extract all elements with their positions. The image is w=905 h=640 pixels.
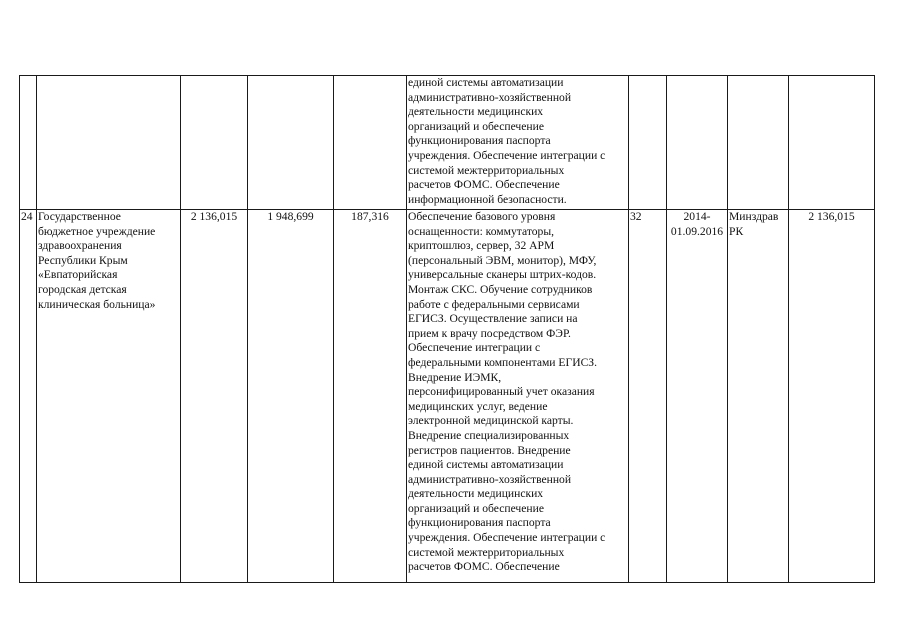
table-row-continued bbox=[20, 76, 875, 210]
cell-description bbox=[407, 76, 629, 210]
cell-total bbox=[181, 76, 248, 210]
cell-description bbox=[407, 210, 629, 583]
quantity-value: 32 bbox=[630, 210, 642, 223]
description-text: Обеспечение базового уровня оснащенности: коммутаторы, криптошлюз, сервер, 32 АРМ (персональный ЭВМ, монитор), МФУ, универсальные сканеры штрих-кодов. Монтаж СКС. Обучение сотрудников работе с федеральными сервисами ЕГИСЗ. Осуществление записи на прием к врачу посредством ФЭР. Обеспечение интеграции с федеральными компонентами ЕГИСЗ. Внедрение ИЭМК, персонифицированный учет оказания медицинских услуг, ведение электронной медицинской карты. Внедрение специализированных регистров пациентов. Внедрение единой системы автоматизации административно-хозяйственной деятельности медицинских организаций и обеспечение функционирования паспорта учреждения. Обеспечение интеграции с системой межтерриториальных расчетов ФОМС. Обеспечение bbox=[408, 210, 606, 574]
projects-table bbox=[19, 75, 875, 583]
cell-responsible bbox=[728, 210, 789, 583]
cell-number bbox=[20, 210, 37, 583]
cell-institution bbox=[37, 210, 181, 583]
regional-value: 187,316 bbox=[351, 210, 389, 223]
cell-amount bbox=[789, 76, 875, 210]
cell-period bbox=[667, 76, 728, 210]
cell-federal bbox=[248, 76, 334, 210]
table-row-24 bbox=[20, 210, 875, 583]
cell-responsible bbox=[728, 76, 789, 210]
federal-value: 1 948,699 bbox=[267, 210, 314, 223]
cell-total bbox=[181, 210, 248, 583]
cell-period bbox=[667, 210, 728, 583]
responsible-value: Минздрав РК bbox=[729, 210, 779, 238]
cell-federal bbox=[248, 210, 334, 583]
cell-regional bbox=[334, 76, 407, 210]
cell-amount bbox=[789, 210, 875, 583]
cell-quantity bbox=[629, 210, 667, 583]
description-text: единой системы автоматизации административно-хозяйственной деятельности медицинских организаций и обеспечение функционирования паспорта учреждения. Обеспечение интеграции с системой межтерриториальных расчетов ФОМС. Обеспечение информационной безопасности. bbox=[408, 76, 606, 206]
institution-name: Государственное бюджетное учреждение здравоохранения Республики Крым «Евпаторийская городская детская клиническая больница» bbox=[38, 210, 156, 311]
cell-number bbox=[20, 76, 37, 210]
row-number: 24 bbox=[21, 210, 33, 223]
cell-regional bbox=[334, 210, 407, 583]
cell-institution bbox=[37, 76, 181, 210]
total-value: 2 136,015 bbox=[190, 210, 238, 223]
cell-quantity bbox=[629, 76, 667, 210]
amount-value: 2 136,015 bbox=[808, 210, 855, 223]
period-value: 2014- 01.09.2016 bbox=[670, 210, 724, 238]
